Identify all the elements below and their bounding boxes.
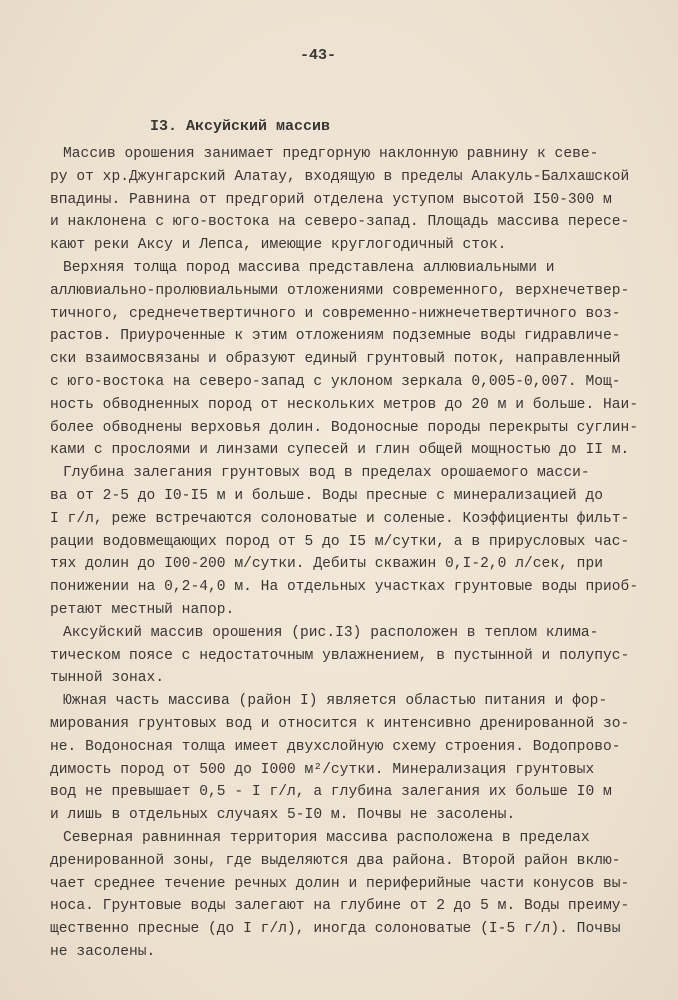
text-line: димость пород от 500 до I000 м²/сутки. Минерализация грунтовых bbox=[50, 761, 595, 778]
paragraph bbox=[50, 690, 650, 827]
text-line: более обводнены верховья долин. Водоносные породы перекрыты суглин- bbox=[50, 419, 639, 436]
text-line: ность обводненных пород от нескольких метров до 20 м и больше. Наи- bbox=[50, 396, 639, 413]
text-line: чает среднее течение речных долин и периферийные части конусов вы- bbox=[50, 875, 630, 892]
text-line: ками с прослоями и линзами супесей и глин общей мощностью до II м. bbox=[50, 442, 630, 459]
text-line: растов. Приуроченные к этим отложениям подземные воды гидравличе- bbox=[50, 328, 621, 345]
text-line: ски взаимосвязаны и образуют единый грунтовый поток, направленный bbox=[50, 351, 621, 368]
paragraph bbox=[50, 143, 650, 257]
text-line: тическом поясе с недостаточным увлажнением, в пустынной и полупус- bbox=[50, 647, 630, 664]
text-line: тях долин до I00-200 м/сутки. Дебиты скважин 0,I-2,0 л/сек, при bbox=[50, 556, 603, 573]
text-line: I г/л, реже встречаются солоноватые и соленые. Коэффициенты фильт- bbox=[50, 510, 630, 527]
body-text bbox=[50, 143, 650, 964]
text-line: дренированной зоны, где выделяются два района. Второй район вклю- bbox=[50, 852, 621, 869]
text-line: мирования грунтовых вод и относится к интенсивно дренированной зо- bbox=[50, 715, 630, 732]
text-line: Верхняя толща пород массива представлена аллювиальными и bbox=[63, 259, 555, 276]
text-line: не. Водоносная толща имеет двухслойную схему строения. Водопрово- bbox=[50, 738, 621, 755]
text-line: носа. Грунтовые воды залегают на глубине от 2 до 5 м. Воды преиму- bbox=[50, 898, 630, 915]
text-line: аллювиально-пролювиальными отложениями современного, верхнечетвер- bbox=[50, 282, 630, 299]
text-line: Аксуйский массив орошения (рис.I3) расположен в теплом клима- bbox=[63, 624, 599, 641]
text-line: Северная равнинная территория массива расположена в пределах bbox=[63, 829, 590, 846]
text-line: кают реки Аксу и Лепса, имеющие круглогодичный сток. bbox=[50, 237, 507, 254]
text-line: тичного, среднечетвертичного и современно-нижнечетвертичного воз- bbox=[50, 305, 621, 322]
text-line: ру от хр.Джунгарский Алатау, входящую в пределы Алакуль-Балхашской bbox=[50, 168, 630, 185]
text-line: Массив орошения занимает предгорную наклонную равнину к севе- bbox=[63, 146, 599, 162]
text-line: и наклонена с юго-востока на северо-запад. Площадь массива пересе- bbox=[50, 214, 630, 231]
text-line: и лишь в отдельных случаях 5-I0 м. Почвы не засолены. bbox=[50, 807, 516, 824]
paragraph bbox=[50, 257, 650, 462]
text-line: понижении на 0,2-4,0 м. На отдельных участках грунтовые воды приоб- bbox=[50, 579, 639, 596]
paragraph bbox=[50, 462, 650, 622]
text-line: ва от 2-5 до I0-I5 м и больше. Воды пресные с минерализацией до bbox=[50, 487, 603, 504]
text-line: щественно пресные (до I г/л), иногда солоноватые (I-5 г/л). Почвы bbox=[50, 921, 621, 938]
page-number: -43- bbox=[300, 47, 337, 64]
text-line: тынной зонах. bbox=[50, 670, 165, 687]
text-line: не засолены. bbox=[50, 943, 156, 960]
text-line: Южная часть массива (район I) является областью питания и фор- bbox=[63, 693, 608, 710]
text-line: вод не превышает 0,5 - I г/л, а глубина залегания их больше I0 м bbox=[50, 784, 612, 801]
paragraph bbox=[50, 622, 650, 690]
section-heading: I3. Аксуйский массив bbox=[150, 118, 331, 135]
text-line: ретают местный напор. bbox=[50, 601, 235, 618]
paragraph bbox=[50, 827, 650, 964]
text-line: впадины. Равнина от предгорий отделена уступом высотой I50-300 м bbox=[50, 191, 612, 208]
text-line: с юго-востока на северо-запад с уклоном зеркала 0,005-0,007. Мощ- bbox=[50, 373, 621, 390]
text-line: рации водовмещающих пород от 5 до I5 м/сутки, а в прирусловых час- bbox=[50, 533, 630, 550]
text-line: Глубина залегания грунтовых вод в пределах орошаемого масси- bbox=[63, 465, 590, 482]
